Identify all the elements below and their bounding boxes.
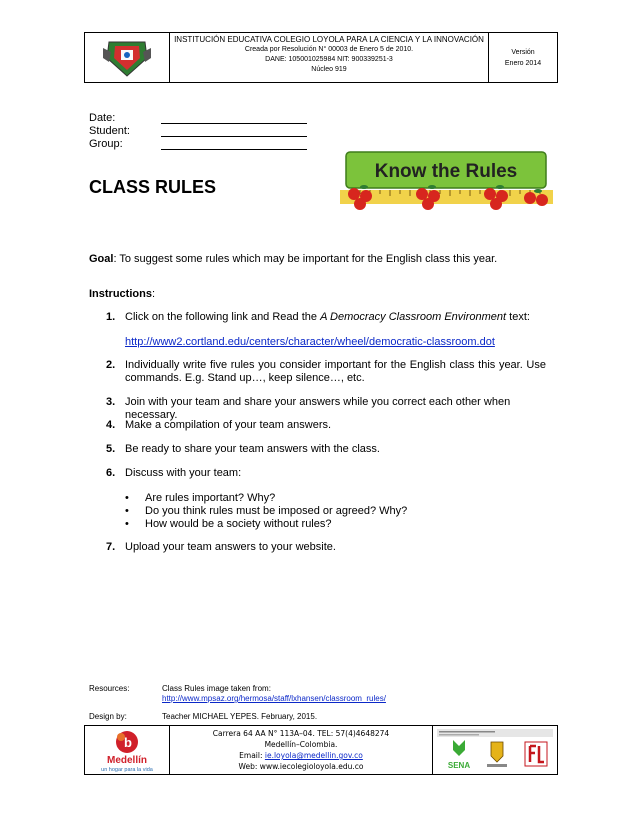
web-text: Web: www.iecolegioloyola.edu.co (238, 762, 364, 771)
step-text: Join with your team and share your answers while you correct each other when necessary. (125, 396, 511, 421)
step-text: Upload your team answers to your website. (125, 541, 336, 553)
student-line[interactable] (161, 125, 307, 137)
version-date: Enero 2014 (504, 60, 542, 67)
step-6 (106, 467, 546, 480)
institution-info (170, 33, 489, 82)
bullet-icon: • (125, 518, 129, 530)
step-5 (106, 443, 546, 456)
step-number: 5. (106, 443, 116, 455)
nucleo-text: Núcleo 919 (311, 66, 347, 73)
bullet-item (125, 505, 407, 517)
step-text: Discuss with your team: (125, 467, 242, 479)
bullet-item (125, 518, 331, 530)
resolution-text: Creada por Resolución N° 00003 de Enero 5 de 2010. (244, 46, 414, 53)
email-row (170, 750, 432, 761)
dane-nit-text: DANE: 105001025984 NIT: 900339251-3 (265, 56, 393, 63)
student-fields (89, 112, 307, 151)
know-the-rules-image (340, 150, 553, 213)
step-7 (106, 541, 546, 554)
step-1-link-row (106, 336, 546, 349)
document-header (84, 32, 558, 83)
institution-name: INSTITUCIÓN EDUCATIVA COLEGIO LOYOLA PARA LA CIENCIA Y LA INNOVACIÓN (174, 35, 484, 44)
bullet-text: How would be a society without rules? (145, 518, 332, 530)
crest-icon (101, 38, 153, 78)
group-label: Group: (89, 138, 123, 150)
article-title: A Democracy Classroom Environment (320, 311, 507, 323)
student-label: Student: (89, 125, 130, 137)
bullet-text: Are rules important? Why? (145, 492, 276, 504)
fl-logo (525, 742, 547, 766)
resources-link[interactable]: http://www.mpsaz.org/hermosa/staff/lxhansen/classroom_rules/ (162, 694, 386, 703)
resources-label: Resources: (89, 684, 130, 693)
step-text: Make a compilation of your team answers. (125, 419, 332, 431)
step-number: 1. (106, 311, 116, 323)
sena-text: SENA (447, 761, 471, 770)
document-footer (84, 725, 558, 775)
bullet-item (125, 492, 275, 504)
date-line[interactable] (161, 112, 307, 124)
banner-text: Know the Rules (374, 161, 518, 182)
bullet-icon: • (125, 492, 129, 504)
bullet-icon: • (125, 505, 129, 517)
alcaldia-seal (487, 742, 507, 767)
email-link[interactable]: ie.loyola@medellin.gov.co (264, 751, 363, 760)
step-number: 2. (106, 359, 116, 371)
medellin-logo (85, 726, 170, 774)
group-field[interactable] (89, 138, 307, 151)
partner-logos (433, 726, 557, 774)
step-text-pre: Click on the following link and Read the (125, 311, 321, 323)
student-field[interactable] (89, 125, 307, 138)
step-number: 3. (106, 396, 116, 408)
instructions-label: Instructions (89, 288, 152, 300)
svg-text:b: b (124, 735, 132, 750)
date-label: Date: (89, 112, 116, 124)
step-number: 7. (106, 541, 116, 553)
city-text: Medellín–Colombia. (264, 740, 338, 749)
page-title: CLASS RULES (89, 177, 217, 197)
version-box (489, 33, 557, 82)
design-text: Teacher MICHAEL YEPES. February, 2015. (162, 712, 318, 721)
goal-text: : To suggest some rules which may be important for the English class this year. (113, 253, 498, 265)
school-crest-logo (85, 33, 170, 82)
medellin-tagline: un hogar para la vida (101, 767, 153, 773)
email-label: Email: (239, 751, 265, 760)
version-label: Versión (511, 49, 535, 56)
group-line[interactable] (161, 138, 307, 150)
step-2 (106, 359, 546, 385)
resources-text: Class Rules image taken from: (162, 684, 271, 693)
address-text: Carrera 64 AA N° 113A–04. TEL: 57(4)4648274 (212, 729, 390, 738)
date-field[interactable] (89, 112, 307, 125)
democratic-classroom-link[interactable]: http://www2.cortland.edu/centers/character/wheel/democratic-classroom.dot (125, 336, 495, 348)
step-text: Be ready to share your team answers with the class. (125, 443, 380, 455)
step-number: 4. (106, 419, 116, 431)
step-number: 6. (106, 467, 116, 479)
sena-logo (448, 740, 470, 770)
design-label: Design by: (89, 712, 127, 721)
medellin-logo-text: Medellín (106, 755, 148, 766)
goal-paragraph (89, 253, 497, 265)
contact-info (170, 726, 433, 774)
instructions-colon: : (151, 288, 156, 300)
step-text: Individually write five rules you consider important for the English class this year. Use commands. E.g. Stand up…, keep silence…, etc. (125, 359, 546, 384)
step-4 (106, 419, 546, 432)
bullet-text: Do you think rules must be imposed or agreed? Why? (145, 505, 408, 517)
goal-label: Goal (89, 253, 114, 265)
step-text-post: text: (506, 311, 530, 323)
instructions-heading (89, 288, 155, 300)
step-1 (106, 311, 546, 324)
step-text (125, 311, 546, 324)
